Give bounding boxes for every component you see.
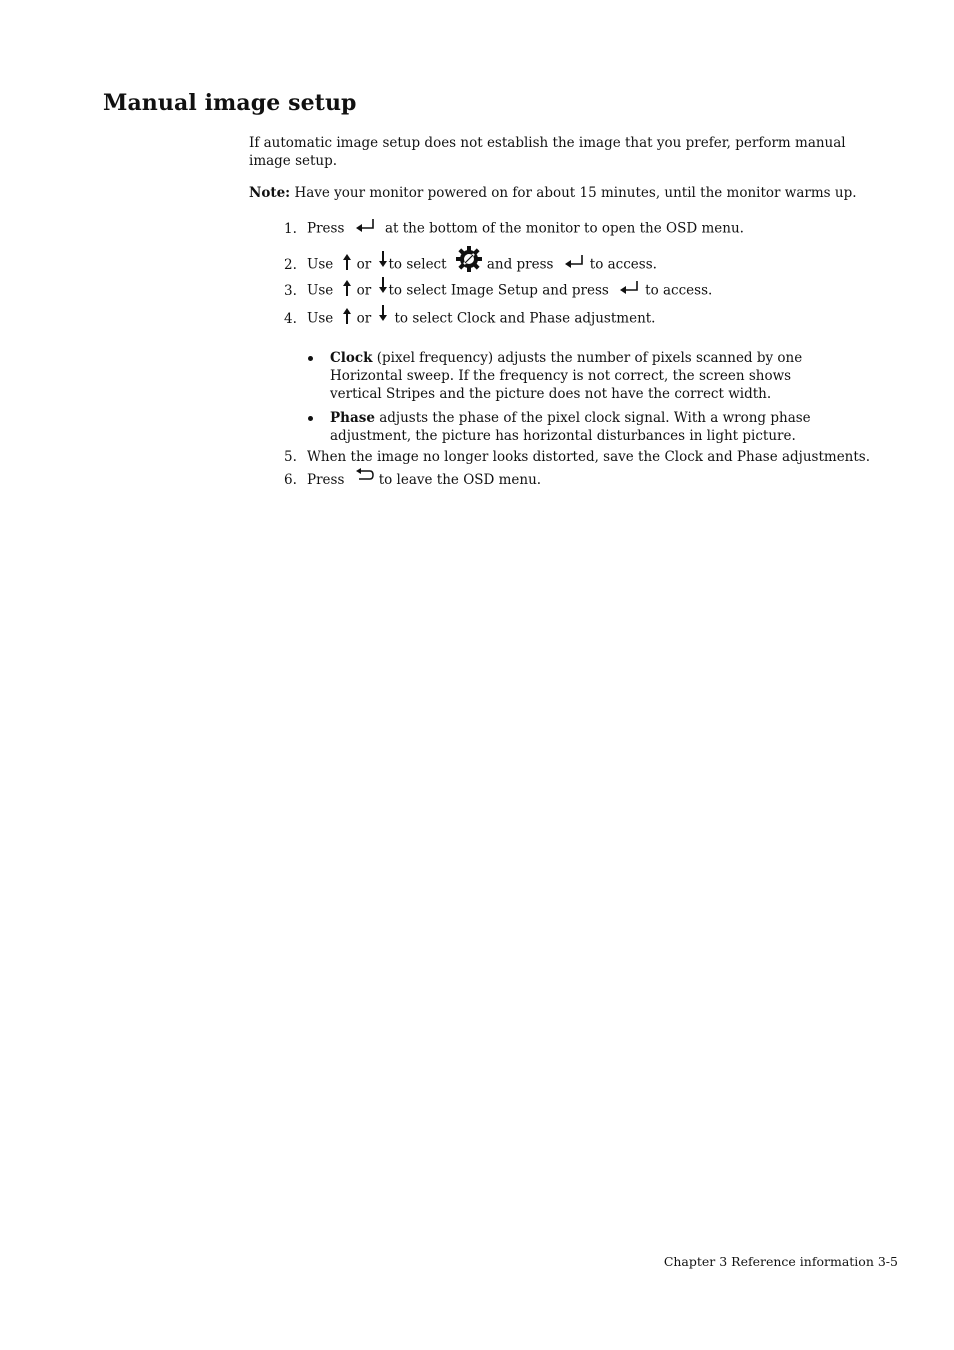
step-text: When the image no longer looks distorted, save the Clock and Phase adjustments. [307, 449, 871, 465]
note-label: Note: [249, 185, 291, 201]
bullet-term: Phase [330, 410, 375, 426]
step-text: Press [307, 472, 345, 488]
step-text: and press [486, 256, 554, 273]
or-text: or [356, 282, 372, 299]
down-arrow-icon [378, 276, 388, 300]
down-arrow-icon [378, 250, 388, 274]
note-paragraph [249, 184, 869, 202]
step-text: Press [307, 220, 345, 237]
bullet-dot [308, 356, 313, 361]
bullet-item-clock [307, 349, 827, 403]
step-text: Use [307, 282, 334, 299]
up-arrow-icon [342, 253, 352, 277]
step-number: 3. [284, 282, 297, 299]
up-arrow-icon [342, 279, 352, 303]
step-text: to select Clock and Phase adjustment. [394, 310, 656, 327]
step-text: Use [307, 256, 334, 273]
down-arrow-icon [378, 304, 388, 328]
bullet-term: Clock [330, 350, 373, 366]
back-icon [355, 468, 375, 490]
step-text: to select Image Setup and press [388, 282, 609, 299]
step-number: 4. [284, 310, 297, 327]
intro-paragraph: If automatic image setup does not establish the image that you prefer, perform manual image setup. [249, 135, 846, 169]
step-number: 6. [284, 472, 297, 488]
page-footer: Chapter 3 Reference information 3-5 [663, 1254, 898, 1269]
step-text: to select [388, 256, 447, 273]
enter-icon [564, 254, 586, 276]
step-3 [284, 279, 712, 299]
step-number: 1. [284, 220, 297, 237]
bullet-item-phase [307, 409, 827, 445]
step-text: to access. [645, 282, 713, 299]
step-text: at the bottom of the monitor to open the OSD menu. [384, 220, 744, 237]
bullet-text: adjusts the phase of the pixel clock signal. With a wrong phase adjustment, the picture has horizontal disturbances in light picture. [330, 410, 811, 444]
page-title: Manual image setup [103, 90, 357, 116]
step-1 [284, 218, 744, 238]
enter-icon [355, 218, 377, 240]
gear-wrench-icon [455, 245, 483, 279]
up-arrow-icon [342, 307, 352, 331]
step-4 [284, 307, 655, 327]
or-text: or [356, 310, 372, 327]
step-text: Use [307, 310, 334, 327]
step-2 [284, 251, 657, 271]
or-text: or [356, 256, 372, 273]
note-text: Have your monitor powered on for about 15 minutes, until the monitor warms up. [290, 185, 857, 201]
step-text: to leave the OSD menu. [378, 472, 542, 488]
bullet-text: (pixel frequency) adjusts the number of pixels scanned by one Horizontal sweep. If the frequency is not correct, the screen shows vertical Stripes and the picture does not have the correct width. [330, 350, 803, 402]
bullet-list [307, 349, 827, 445]
bullet-dot [308, 416, 313, 421]
step-number: 2. [284, 256, 297, 273]
step-text: to access. [589, 256, 657, 273]
step-6 [284, 470, 541, 490]
step-number: 5. [284, 449, 297, 465]
enter-icon [619, 280, 641, 302]
step-5 [284, 447, 870, 467]
